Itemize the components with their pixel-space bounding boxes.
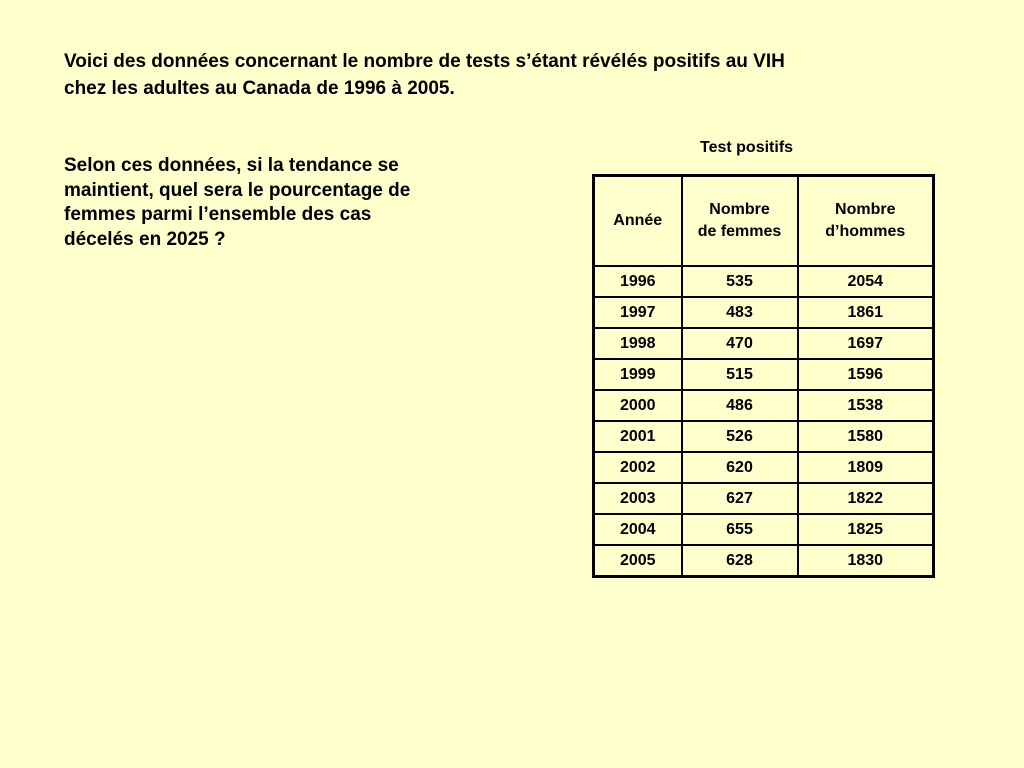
header-women-line-2: de femmes	[697, 223, 782, 240]
cell-year: 2002	[594, 452, 682, 483]
table-row	[594, 421, 934, 452]
header-men	[798, 176, 934, 267]
table-row	[594, 452, 934, 483]
cell-women: 627	[682, 483, 798, 514]
header-year: Année	[594, 176, 682, 267]
cell-men: 1596	[798, 359, 934, 390]
table-row	[594, 390, 934, 421]
question-line-3: femmes parmi l’ensemble des cas	[64, 204, 372, 225]
table-row	[594, 297, 934, 328]
table-row	[594, 483, 934, 514]
cell-men: 1538	[798, 390, 934, 421]
cell-men: 1822	[798, 483, 934, 514]
question-line-1: Selon ces données, si la tendance se	[64, 155, 399, 176]
hiv-tests-table	[592, 174, 935, 578]
table-header-row	[594, 176, 934, 267]
header-men-line-2: d’hommes	[825, 223, 906, 240]
header-women	[682, 176, 798, 267]
cell-women: 655	[682, 514, 798, 545]
table-row	[594, 514, 934, 545]
cell-year: 2004	[594, 514, 682, 545]
cell-men: 1580	[798, 421, 934, 452]
question-text	[64, 154, 504, 252]
table-row	[594, 328, 934, 359]
header-women-line-1: Nombre	[709, 201, 770, 218]
cell-year: 1996	[594, 266, 682, 297]
table-caption: Test positifs	[700, 139, 794, 156]
question-line-2: maintient, quel sera le pourcentage de	[64, 179, 411, 201]
intro-line-1: Voici des données concernant le nombre de tests s’étant révélés positifs au VIH	[64, 51, 785, 72]
intro-line-2: chez les adultes au Canada de 1996 à 2005.	[64, 78, 455, 99]
cell-women: 515	[682, 359, 798, 390]
cell-year: 1999	[594, 359, 682, 390]
question-line-4: décelés en 2025 ?	[64, 228, 226, 250]
cell-women: 526	[682, 421, 798, 452]
cell-year: 2001	[594, 421, 682, 452]
table-row	[594, 545, 934, 577]
intro-text	[64, 48, 964, 102]
cell-men: 1825	[798, 514, 934, 545]
table-row	[594, 359, 934, 390]
cell-year: 2000	[594, 390, 682, 421]
cell-women: 483	[682, 297, 798, 328]
table-row	[594, 266, 934, 297]
cell-women: 470	[682, 328, 798, 359]
cell-men: 1861	[798, 297, 934, 328]
cell-year: 2005	[594, 545, 682, 577]
header-men-line-1: Nombre	[835, 201, 896, 218]
cell-women: 620	[682, 452, 798, 483]
cell-women: 535	[682, 266, 798, 297]
cell-women: 628	[682, 545, 798, 577]
cell-men: 1697	[798, 328, 934, 359]
cell-men: 2054	[798, 266, 934, 297]
cell-year: 2003	[594, 483, 682, 514]
cell-year: 1998	[594, 328, 682, 359]
cell-year: 1997	[594, 297, 682, 328]
cell-men: 1830	[798, 545, 934, 577]
cell-women: 486	[682, 390, 798, 421]
cell-men: 1809	[798, 452, 934, 483]
